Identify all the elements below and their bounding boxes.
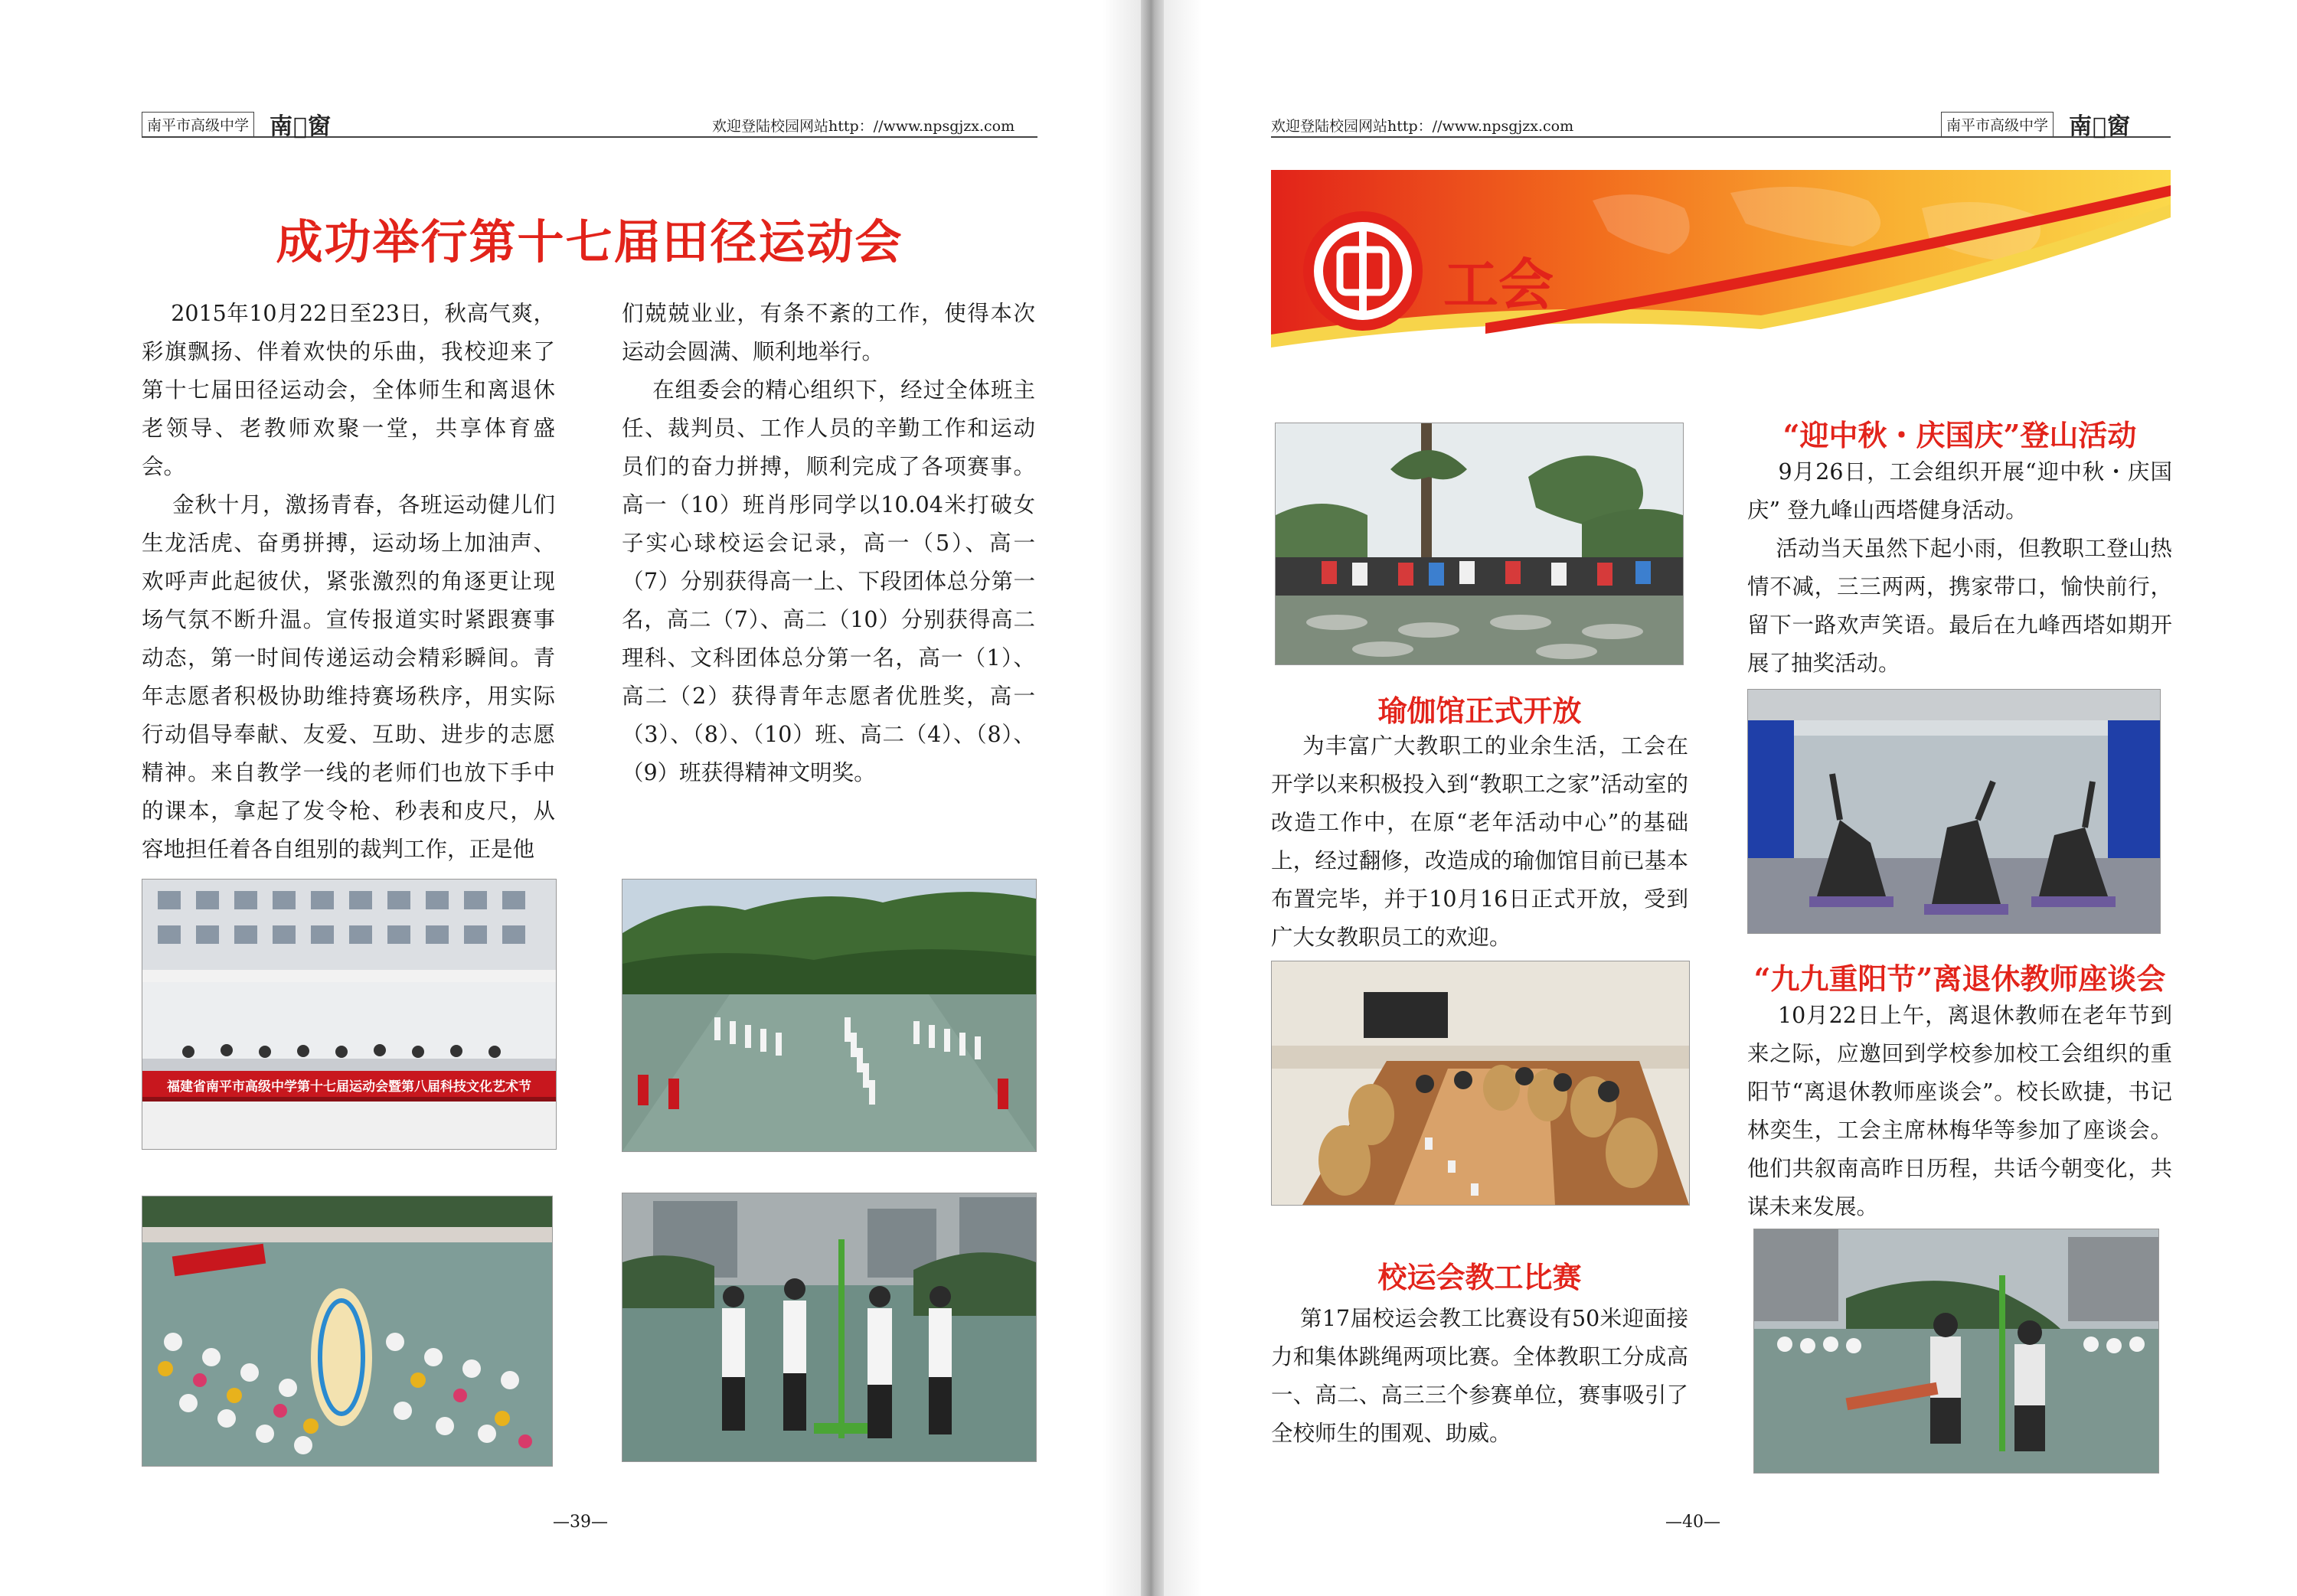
page-number: —39— (553, 1513, 608, 1532)
photo-relay-race (622, 1193, 1037, 1462)
sports-section-body: 第17届校运会教工比赛设有50米迎面接力和集体跳绳两项比赛。全体教职工分成高一、高二、高三三个参赛单位，赛事吸引了全校师生的围观、助威。 (1271, 1306, 1688, 1446)
union-section-banner (1271, 170, 2171, 381)
left-page (0, 0, 1141, 1596)
article-column-2: 们兢兢业业，有条不紊的工作，使得本次运动会圆满、顺利地举行。 在组委会的精心组织下，经过全体班主任、裁判员、工作人员的辛勤工作和运动员们的奋力拼搏，顺利完成了各项赛事。高一（10）班肖彤同学以10.04米打破女子实心球校运会记录，高一（5）、高一（7）分别获得高一上、下段团体总分第一名，高二（7）、高二（10）分别获得高二理科、文科团体总分第一名，高一（1）、高二（2）获得青年志愿者优胜奖，高一（3）、（8）、（10）班、高二（4）、（8）、（9）班获得精神文明奖。 (622, 301, 1035, 785)
hiking-section-body: 9月26日，工会组织开展“迎中秋・庆国庆” 登九峰山西塔健身活动。 活动当天虽然下起小雨，但教职工登山热情不减，三三两两，携家带口，愉快前行，留下一路欢声笑语。最后在九峰西塔如期开展了抽奖活动。 (1747, 459, 2172, 676)
yoga-section-title: 瑜伽馆正式开放 (1377, 694, 1582, 728)
photo-hiking-group (1275, 423, 1684, 665)
photo-staff-competition (1753, 1229, 2159, 1474)
article-title: 成功举行第十七届田径运动会 (276, 215, 903, 269)
sports-section-title: 校运会教工比赛 (1377, 1260, 1582, 1294)
photo-marching-formation (622, 879, 1037, 1152)
header-brand-logo: 南𢿱窗 (2069, 113, 2132, 140)
yoga-section-body: 为丰富广大教职工的业余生活，工会在开学以来积极投入到“教职工之家”活动室的改造工作中，在原“老年活动中心”的基础上，经过翻修，改造成的瑜伽馆目前已基本布置完毕，并于10月16日正式开放，受到广大女教职员工的欢迎。 (1271, 733, 1688, 950)
article-column-1: 2015年10月22日至23日，秋高气爽，彩旗飘扬、伴着欢快的乐曲，我校迎来了第十七届田径运动会，全体师生和离退休老领导、老教师欢聚一堂，共享体育盛会。 金秋十月，激扬青春，各班运动健儿们生龙活虎、奋勇拼搏，运动场上加油声、欢呼声此起彼伏，紧张激烈的角逐更让现场气氛不断升温。宣传报道实时紧跟赛事动态，第一时间传递运动会精彩瞬间。青年志愿者积极协助维持赛场秩序，用实际行动倡导奉献、友爱、互助、进步的志愿精神。来自教学一线的老师们也放下手中的课本，拿起了发令枪、秒表和皮尺，从容地担任着各自组别的裁判工作，正是他 (142, 301, 556, 862)
header-website: 欢迎登陆校园网站http：//www.npsgjzx.com (712, 118, 1015, 135)
union-section-title: 工会 (1443, 253, 1554, 317)
header-school-name: 南平市高级中学 (1941, 112, 2054, 137)
header-school-name: 南平市高级中学 (142, 112, 254, 137)
book-spine (1141, 0, 1164, 1596)
header-website: 欢迎登陆校园网站http：//www.npsgjzx.com (1271, 118, 1574, 135)
page-number: —40— (1665, 1513, 1720, 1532)
seniors-section-body: 10月22日上午，离退休教师在老年节到来之际，应邀回到学校参加校工会组织的重阳节“离退休教师座谈会”。校长欧捷，书记林奕生，工会主席林梅华等参加了座谈会。他们共叙南高昨日历程，共话今朝变化，共谋未来发展。 (1747, 1003, 2172, 1219)
photo-cheer-parade (142, 1196, 553, 1467)
photo-yoga-room (1747, 689, 2161, 934)
hiking-section-title: “迎中秋・庆国庆”登山活动 (1782, 418, 2137, 452)
seniors-section-title: “九九重阳节”离退休教师座谈会 (1753, 961, 2166, 996)
header-brand-logo: 南𢿱窗 (270, 113, 332, 140)
photo-senior-meeting (1271, 961, 1690, 1206)
photo-banner-text: 福建省南平市高级中学第十七届运动会暨第八届科技文化艺术节 (167, 1079, 531, 1095)
photo-grandstand (142, 879, 557, 1150)
right-page (1164, 0, 2297, 1596)
